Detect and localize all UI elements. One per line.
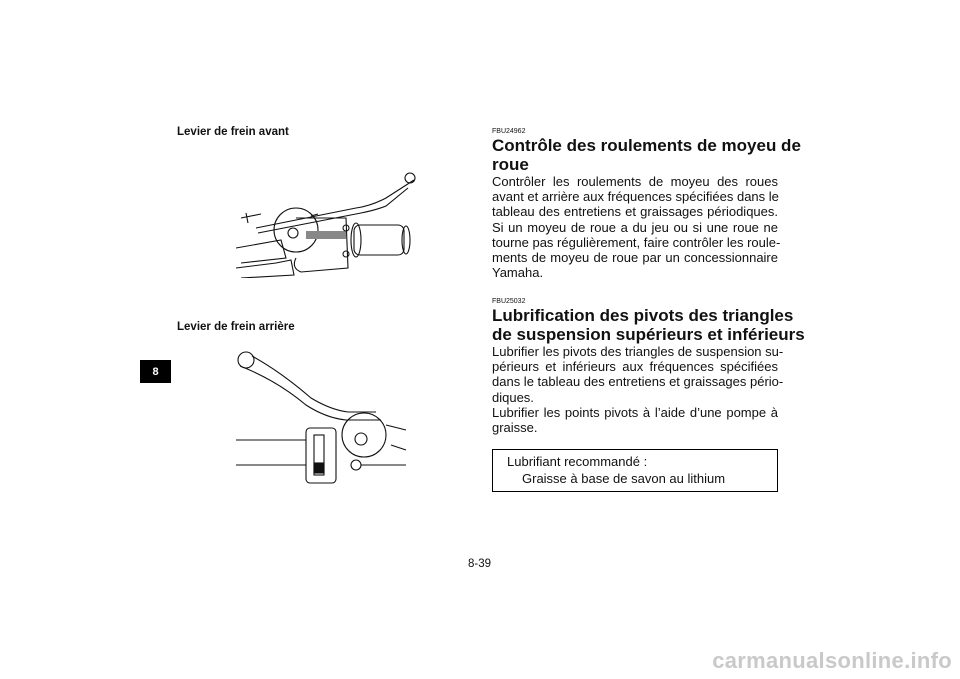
note-label: Lubrifiant recommandé : — [507, 454, 648, 469]
section-tab: 8 — [140, 360, 171, 383]
recommended-lubricant-box — [492, 449, 778, 492]
body-line: tableau des entretiens et graissages périodiques. — [492, 204, 778, 220]
figure-caption-rear: Levier de frein arrière — [177, 321, 295, 333]
body-line: Yamaha. — [492, 265, 544, 281]
body-line: graisse. — [492, 420, 538, 436]
section-suspension-pivots — [492, 298, 805, 436]
body-line: Lubrifier les points pivots à l’aide d’une pompe à — [492, 404, 778, 420]
title-line: Lubrification des pivots des triangles — [492, 306, 794, 325]
body-line: ments de moyeu de roue par un concessionnaire — [492, 250, 778, 266]
rear-brake-lever-illustration — [236, 350, 408, 485]
body-line: dans le tableau des entretiens et graissages pério- — [492, 374, 784, 390]
section-body — [492, 174, 781, 281]
body-line: Contrôler les roulements de moyeu des roues — [492, 174, 778, 189]
body-line: tourne pas régulièrement, faire contrôler les roule- — [492, 234, 781, 250]
section-title — [492, 136, 801, 174]
body-line: Si un moyeu de roue a du jeu ou si une roue ne — [492, 219, 778, 235]
watermark: carmanualsonline.info — [712, 648, 952, 673]
page-number: 8-39 — [468, 558, 492, 570]
body-line: diques. — [492, 389, 534, 405]
section-code: FBU25032 — [492, 298, 526, 305]
title-line: roue — [492, 155, 529, 174]
section-body — [492, 344, 784, 436]
note-value: Graisse à base de savon au lithium — [522, 471, 726, 486]
section-hub-bearings — [492, 128, 801, 281]
title-line: de suspension supérieurs et inférieurs — [492, 325, 805, 344]
body-line: périeurs et inférieurs aux fréquences spécifiées — [492, 359, 778, 375]
front-brake-lever-illustration — [236, 168, 416, 278]
body-line: avant et arrière aux fréquences spécifiées dans le — [492, 189, 779, 205]
figure-caption-front: Levier de frein avant — [177, 126, 289, 138]
body-line: Lubrifier les pivots des triangles de suspension su- — [492, 344, 784, 359]
section-code: FBU24962 — [492, 128, 526, 135]
title-line: Contrôle des roulements de moyeu de — [492, 136, 801, 155]
section-title — [492, 306, 805, 344]
